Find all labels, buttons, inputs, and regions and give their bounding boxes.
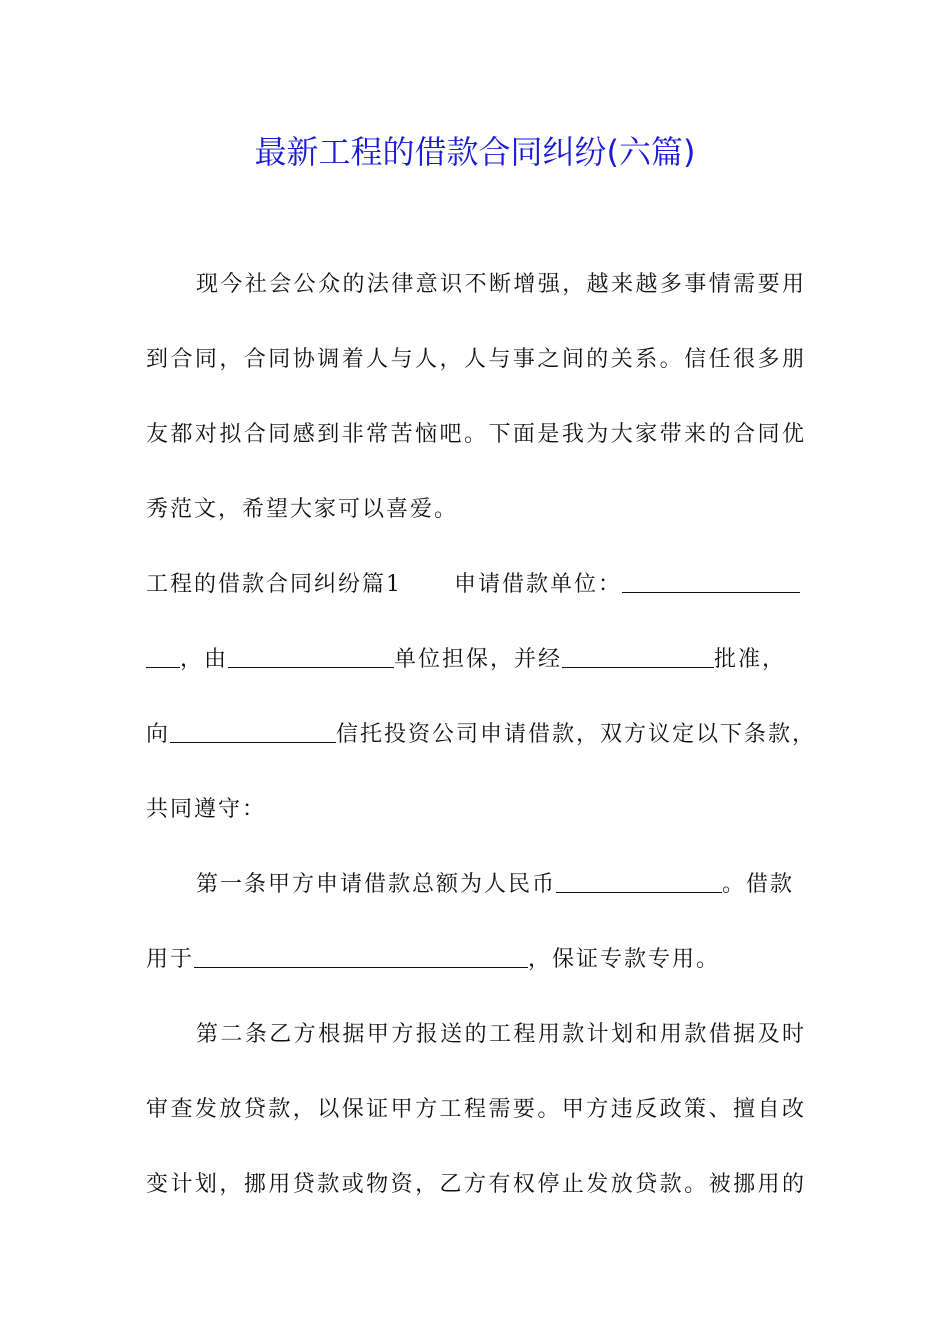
paragraph-line: 第二条乙方根据甲方报送的工程用款计划和用款借据及时 — [196, 1022, 806, 1047]
paragraph-line: 友都对拟合同感到非常苦恼吧。下面是我为大家带来的合同优 — [146, 422, 806, 447]
blank-field — [146, 645, 180, 668]
paragraph-line: 秀范文，希望大家可以喜爱。 — [146, 497, 459, 522]
text-segment: ，保证专款专用。 — [528, 947, 721, 972]
text-segment: 单位担保，并经 — [394, 647, 563, 672]
text-segment: 批准， — [714, 647, 787, 672]
blank-field — [622, 570, 800, 593]
section-heading: 工程的借款合同纠纷篇1 — [146, 572, 402, 597]
blank-field — [562, 645, 714, 668]
applicant-label: 申请借款单位： — [454, 572, 623, 597]
paragraph-line: 现今社会公众的法律意识不断增强，越来越多事情需要用 — [196, 272, 806, 297]
paragraph-line: 变计划，挪用贷款或物资，乙方有权停止发放贷款。被挪用的 — [146, 1172, 806, 1197]
paragraph-line: 共同遵守： — [146, 797, 267, 822]
text-segment: ，由 — [180, 647, 229, 672]
document-title: 最新工程的借款合同纠纷(六篇) — [254, 133, 696, 171]
paragraph-line — [146, 944, 806, 976]
text-segment: 向 — [146, 722, 171, 747]
paragraph-line — [146, 644, 806, 676]
text-segment: 第一条甲方申请借款总额为人民币 — [196, 872, 557, 897]
blank-field — [556, 870, 722, 893]
section-heading-line — [146, 569, 806, 601]
text-segment: 信托投资公司申请借款，双方议定以下条款， — [336, 722, 817, 747]
paragraph-line — [146, 719, 817, 751]
blank-field — [194, 945, 528, 968]
blank-field — [170, 720, 336, 743]
text-segment: 。借款 — [722, 872, 795, 897]
paragraph-line: 审查发放贷款，以保证甲方工程需要。甲方违反政策、擅自改 — [146, 1097, 806, 1122]
blank-field — [228, 645, 394, 668]
paragraph-line — [146, 869, 806, 901]
paragraph-line: 到合同，合同协调着人与人，人与事之间的关系。信任很多朋 — [146, 347, 806, 372]
text-segment: 用于 — [146, 947, 195, 972]
